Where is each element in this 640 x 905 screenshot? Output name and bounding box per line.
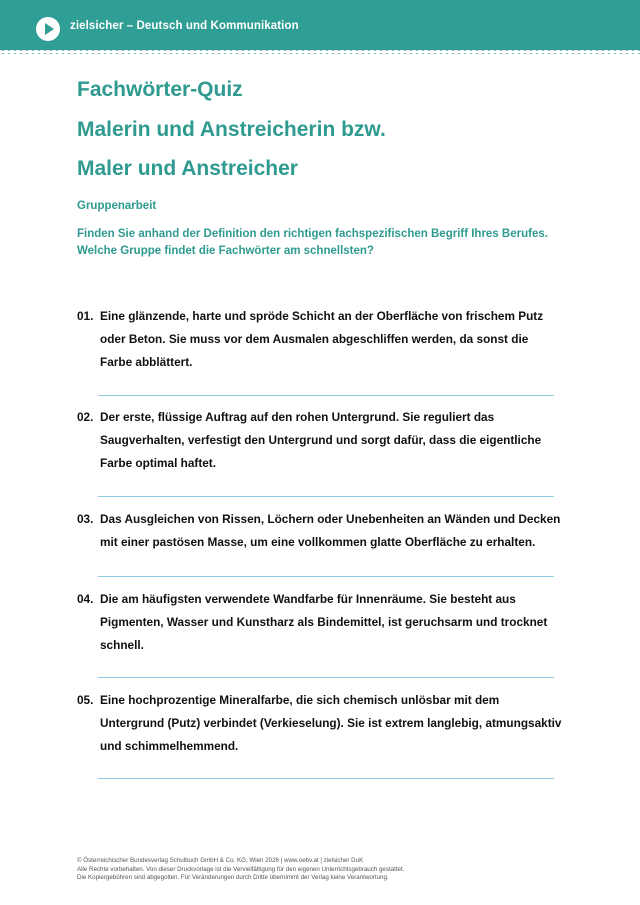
page-subtitle-line2: Maler und Anstreicher xyxy=(77,157,298,180)
answer-line[interactable] xyxy=(98,395,554,396)
footer-line: © Österreichischer Bundesverlag Schulbuch GmbH & Co. KG, Wien 2026 | www.oebv.at | zielsicher DuK xyxy=(77,857,364,864)
play-circle-icon xyxy=(36,17,60,41)
question-line: Eine hochprozentige Mineralfarbe, die sich chemisch unlösbar mit dem xyxy=(100,693,500,707)
task-label: Gruppenarbeit xyxy=(77,200,157,212)
question-line: Untergrund (Putz) verbindet (Verkieselung). Sie ist extrem langlebig, atmungsaktiv xyxy=(100,716,562,730)
brand-title: zielsicher – Deutsch und Kommunikation xyxy=(70,20,299,32)
page-subtitle-line1: Malerin und Anstreicherin bzw. xyxy=(77,118,386,141)
question-number: 01. xyxy=(77,309,94,323)
question-line: mit einer pastösen Masse, um eine vollkommen glatte Oberfläche zu erhalten. xyxy=(100,535,536,549)
header-dotted-edge xyxy=(0,40,640,54)
question-text xyxy=(100,406,570,475)
question-line: Eine glänzende, harte und spröde Schicht an der Oberfläche von frischem Putz xyxy=(100,309,544,323)
answer-line[interactable] xyxy=(98,677,554,678)
question-line: Farbe optimal haftet. xyxy=(100,456,217,470)
question-text xyxy=(100,689,570,758)
footer-line: Alle Rechte vorbehalten. Von dieser Druckvorlage ist die Vervielfältigung für den eigenen Unterrichtsgebrauch gestattet. xyxy=(77,865,405,873)
question-line: schnell. xyxy=(100,638,144,652)
question-line: Farbe abblättert. xyxy=(100,355,193,369)
answer-line[interactable] xyxy=(98,576,554,577)
question-line: Der erste, flüssige Auftrag auf den rohen Untergrund. Sie reguliert das xyxy=(100,410,495,424)
copyright-footer xyxy=(77,857,577,883)
question-line: Pigmenten, Wasser und Kunstharz als Bindemittel, ist geruchsarm und trocknet xyxy=(100,615,548,629)
question-number: 04. xyxy=(77,592,94,606)
question-line: Saugverhalten, verfestigt den Untergrund und sorgt dafür, dass die eigentliche xyxy=(100,433,542,447)
question-text xyxy=(100,508,570,554)
question-line: oder Beton. Sie muss vor dem Ausmalen abgeschliffen werden, da sonst die xyxy=(100,332,529,346)
page-title: Fachwörter-Quiz xyxy=(77,78,243,101)
question-line: und schimmelhemmend. xyxy=(100,739,239,753)
question-text xyxy=(100,305,570,374)
question-number: 03. xyxy=(77,512,94,526)
instruction-line1: Finden Sie anhand der Definition den richtigen fachspezifischen Begriff Ihres Berufes. xyxy=(77,228,548,240)
question-line: Das Ausgleichen von Rissen, Löchern oder Unebenheiten an Wänden und Decken xyxy=(100,512,561,526)
answer-line[interactable] xyxy=(98,778,554,779)
question-line: Die am häufigsten verwendete Wandfarbe für Innenräume. Sie besteht aus xyxy=(100,592,516,606)
question-number: 02. xyxy=(77,410,94,424)
instruction-line2: Welche Gruppe findet die Fachwörter am schnellsten? xyxy=(77,245,374,257)
question-text xyxy=(100,588,570,657)
footer-line: Die Kopiergebühren sind abgegolten. Für Veränderungen durch Dritte übernimmt der Verlag keine Verantwortung. xyxy=(77,874,389,881)
question-number: 05. xyxy=(77,693,94,707)
answer-line[interactable] xyxy=(98,496,554,497)
